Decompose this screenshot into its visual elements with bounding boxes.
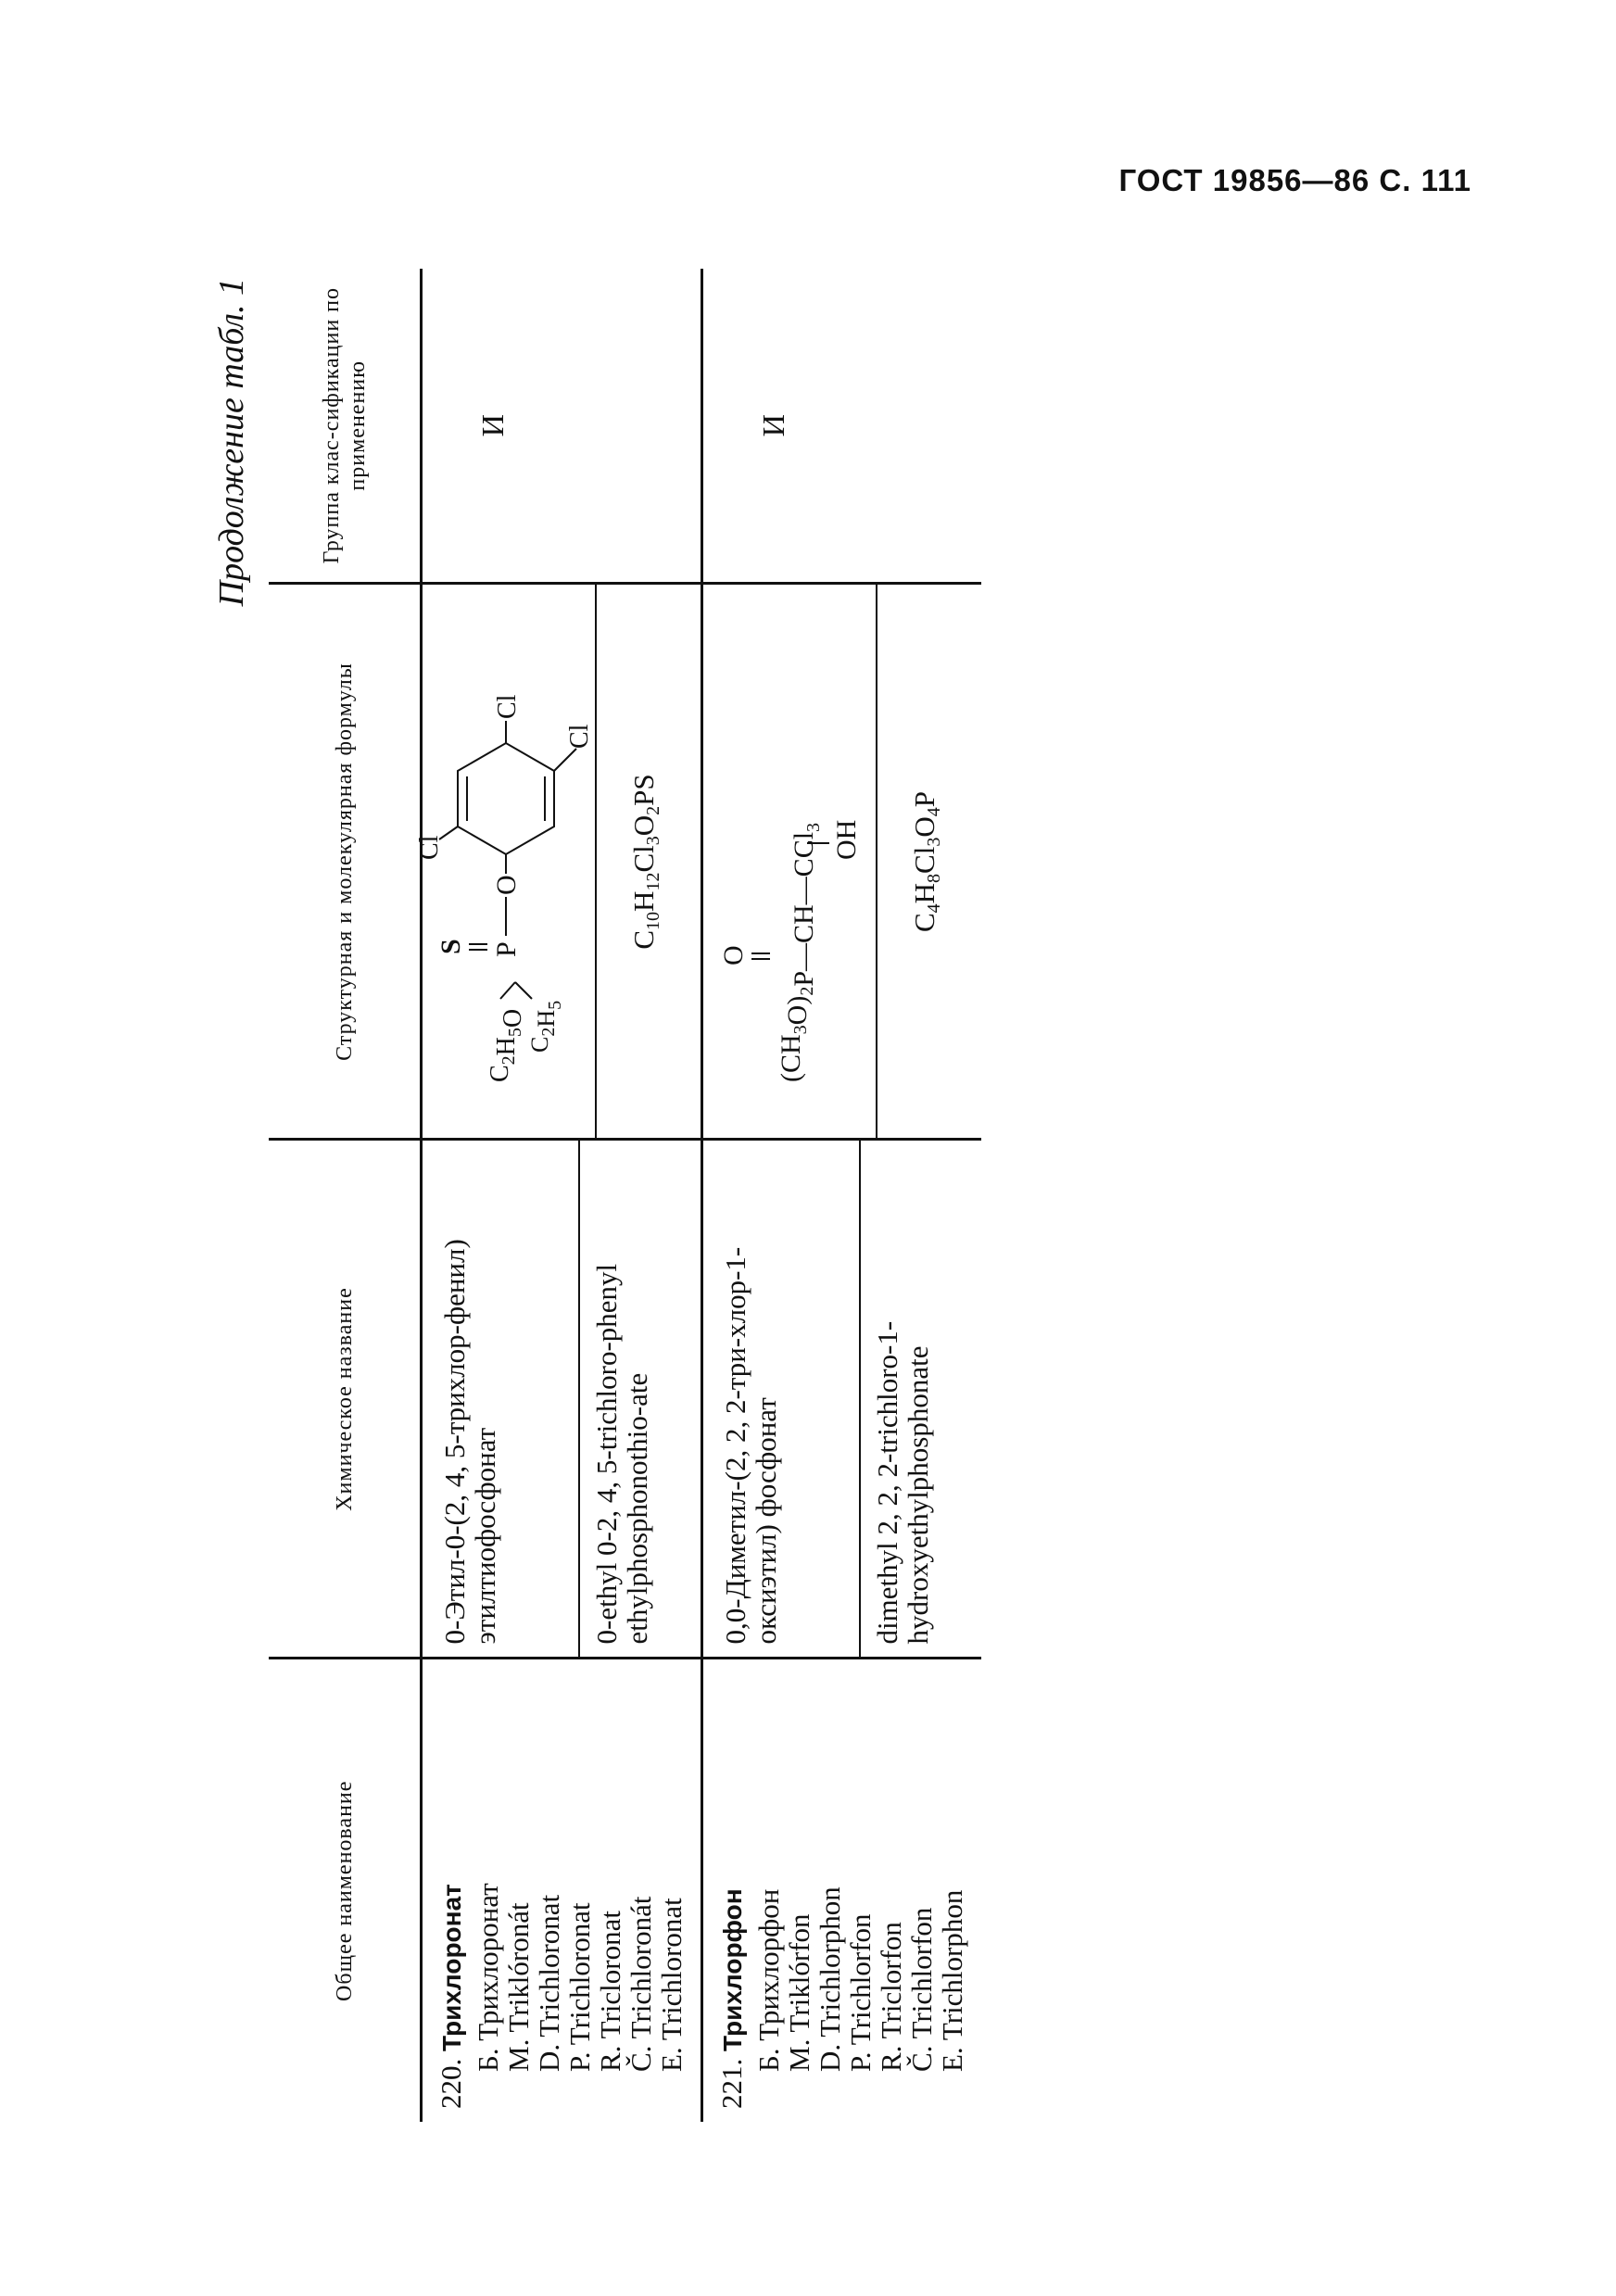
table-caption: Продолжение табл. 1 bbox=[212, 278, 251, 607]
phosphorus-label: P bbox=[491, 941, 522, 958]
group-cell bbox=[702, 269, 982, 584]
synonym: M. Triklórfon bbox=[783, 1913, 815, 2072]
structural-formula bbox=[703, 586, 877, 1139]
group-cell bbox=[422, 269, 702, 584]
chlorine-label: Cl bbox=[565, 725, 594, 750]
synonym: Č. Trichloronát bbox=[625, 1896, 657, 2072]
common-name-cell bbox=[422, 1659, 702, 2122]
synonym: P. Trichloronat bbox=[563, 1902, 596, 2072]
formula-cell bbox=[702, 584, 982, 1140]
bond-line bbox=[500, 983, 515, 1000]
entry-number: 220. bbox=[435, 2058, 467, 2109]
oxygen-label: O bbox=[718, 945, 749, 966]
synonym-list bbox=[473, 1672, 687, 2073]
table-row bbox=[702, 269, 982, 2122]
synonym: Б. Трихлорфон bbox=[752, 1888, 785, 2072]
substances-table bbox=[269, 269, 981, 2122]
entry-title: Трихлоронат bbox=[437, 1884, 466, 2051]
table-row bbox=[422, 269, 702, 2122]
column-header-chemical-name: Химическое название bbox=[269, 1140, 422, 1659]
column-header-common-name: Общее наименование bbox=[269, 1659, 422, 2122]
structure-diagram-221 bbox=[703, 583, 870, 1139]
column-header-formula: Структурная и молекулярная формулы bbox=[269, 584, 422, 1140]
synonym: P. Trichlorfon bbox=[844, 1913, 877, 2072]
synonym: R. Triclorfon bbox=[875, 1922, 907, 2072]
chemical-name-ru: 0-Этил-0-(2, 4, 5-трихлор-фенил) этилтиофосфонат bbox=[423, 1142, 580, 1658]
entry-title: Трихлорфон bbox=[718, 1888, 747, 2051]
main-chain-label: $(CH_3O)_2P—CH—CCl_3$ bbox=[776, 823, 824, 1083]
entry-number: 221. bbox=[715, 2058, 748, 2109]
hydroxyl-label: OH bbox=[831, 820, 862, 861]
synonym-list bbox=[753, 1672, 967, 2073]
chlorine-label: Cl bbox=[415, 836, 444, 861]
common-name-cell bbox=[702, 1659, 982, 2122]
formula-cell bbox=[415, 584, 702, 1140]
structural-formula bbox=[415, 586, 597, 1139]
chemical-name-ru: 0,0-Диметил-(2, 2, 2-три-хлор-1-оксиэтил) фосфонат bbox=[703, 1142, 861, 1658]
chemical-name-cell bbox=[702, 1140, 982, 1659]
bond-line bbox=[554, 750, 576, 772]
molecular-formula: $C_{10}H_{12}Cl_3O_2PS$ bbox=[627, 774, 663, 950]
chemical-name-en: 0-ethyl 0-2, 4, 5-trichloro-phenyl ethylphosphonothio-ate bbox=[590, 1263, 653, 1645]
synonym: E. Trichlorphon bbox=[936, 1889, 968, 2072]
ethoxy-label: $C_2H_5O$ bbox=[486, 1009, 527, 1083]
synonym: E. Trichloronat bbox=[655, 1898, 688, 2072]
page-header: ГОСТ 19856—86 С. 111 bbox=[1118, 163, 1471, 197]
column-header-group: Группа клас-сификации по применению bbox=[269, 269, 422, 584]
structure-diagram-220 bbox=[415, 583, 594, 1139]
oxygen-label: O bbox=[491, 875, 522, 896]
benzene-ring bbox=[458, 744, 554, 855]
sulfur-label: S bbox=[436, 939, 466, 955]
synonym: D. Trichlorphon bbox=[814, 1886, 846, 2072]
synonym: Б. Трихлоронат bbox=[472, 1883, 504, 2072]
chlorine-label: Cl bbox=[493, 695, 522, 720]
synonym: Č. Trichlorfon bbox=[905, 1907, 938, 2072]
synonym: M. Triklóronát bbox=[502, 1902, 535, 2072]
chemical-name-en: dimethyl 2, 2, 2-trichloro-1-hydroxyethylphosphonate bbox=[871, 1320, 934, 1645]
molecular-formula: $C_4H_8Cl_3O_4P$ bbox=[908, 791, 944, 933]
ethyl-label: $C_2H_5$ bbox=[526, 1001, 565, 1053]
synonym: R. Tricloronat bbox=[594, 1911, 626, 2072]
chemical-name-cell bbox=[422, 1140, 702, 1659]
bond-line bbox=[515, 983, 532, 1000]
classification-group: И bbox=[757, 413, 791, 437]
rotated-table-area bbox=[213, 269, 1501, 2122]
table-header-row bbox=[269, 269, 422, 2122]
synonym: D. Trichloronat bbox=[533, 1894, 565, 2072]
classification-group: И bbox=[476, 413, 511, 437]
